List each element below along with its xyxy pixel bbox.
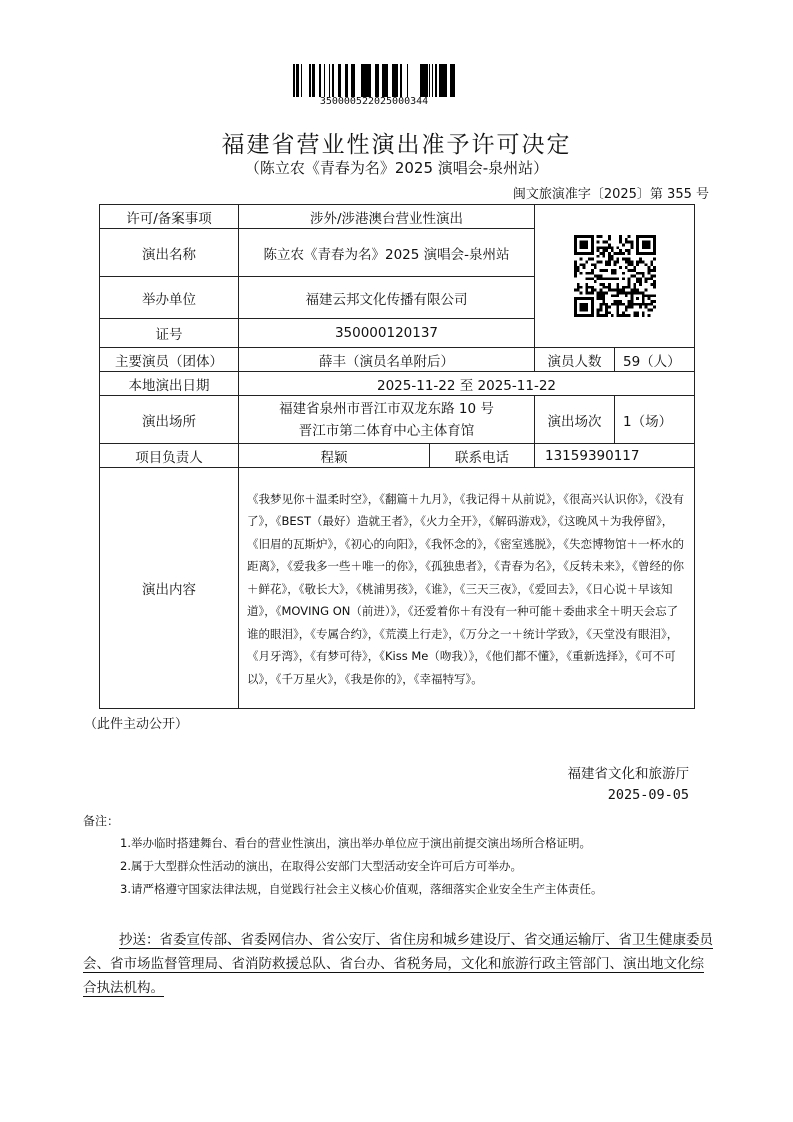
local-date-value: 2025-11-22 至 2025-11-22 [239,372,695,396]
main-performers-value: 薛丰（演员名单附后） [239,348,535,372]
remark-item: 2.属于大型群众性活动的演出，在取得公安部门大型活动安全许可后方可举办。 [120,859,522,873]
remarks-title: 备注： [83,814,120,828]
organizer-label: 举办单位 [100,277,239,319]
content-label: 演出内容 [100,468,239,709]
license-number-label: 证号 [100,319,239,348]
remark-item: 3.请严格遵守国家法律法规，自觉践行社会主义核心价值观，落细落实企业安全生产主体责任。 [120,882,603,896]
venue-label: 演出场所 [100,396,239,444]
local-date-label: 本地演出日期 [100,372,239,396]
organizer-value: 福建云邦文化传播有限公司 [239,277,535,319]
license-number-value: 350000120137 [239,319,535,348]
show-name-value: 陈立农《青春为名》2025 演唱会-泉州站 [239,229,535,277]
barcode [293,64,455,97]
qr-cell [535,205,695,348]
main-performers-label: 主要演员（团体） [100,348,239,372]
document-number: 闽文旅演准字〔2025〕第 355 号 [512,187,709,202]
sessions-label: 演出场次 [535,396,615,444]
performer-count-label: 演员人数 [535,348,615,372]
issuing-authority: 福建省文化和旅游厅 [567,766,689,782]
contact-phone-label: 联系电话 [430,444,535,468]
remark-item: 1.举办临时搭建舞台、看台的营业性演出，演出举办单位应于演出前提交演出场所合格证明。 [120,836,591,850]
document-subtitle: （陈立农《青春为名》2025 演唱会-泉州站） [244,159,549,177]
project-lead-value: 程颖 [239,444,430,468]
permit-table [99,204,695,709]
performer-count-value: 59（人） [615,348,695,372]
venue-value [239,396,535,444]
sessions-value: 1（场） [615,396,695,444]
contact-phone-value: 13159390117 [535,444,695,468]
permit-item-value: 涉外/涉港澳台营业性演出 [239,205,535,229]
project-lead-label: 项目负责人 [100,444,239,468]
document-title: 福建省营业性演出准予许可决定 [221,132,572,158]
venue-address: 福建省泉州市晋江市双龙东路 10 号 [279,400,494,417]
publicity-note: （此件主动公开） [84,717,189,732]
show-name-label: 演出名称 [100,229,239,277]
barcode-number: 350000522025000344 [319,96,429,107]
content-value: 《我梦见你＋温柔时空》，《翻篇＋九月》，《我记得＋从前说》，《很高兴认识你》，《没有了》，《BEST（最好）造就王者》，《火力全开》，《解码游戏》，《这晚风＋为我停留》，《旧眉的瓦斯炉》，《初心的向阳》，《我怀念的》，《密室逃脱》，《失恋博物馆＋一杯水的距离》，《爱我多一些＋唯一的你》，《孤独患者》，《青春为名》，《反转未来》，《曾经的你＋鲜花》，《敬长大》，《桃浦男孩》，《谁》，《三天三夜》，《爱回去》，《日心说＋早该知道》，《MOVING ON（前进）》，《还爱着你＋有没有一种可能＋委曲求全＋明天会忘了谁的眼泪》，《专属合约》，《荒漠上行走》，《万分之一＋统计学致》，《天堂没有眼泪》，《月牙湾》，《有梦可待》，《Kiss Me（吻我）》，《他们都不懂》，《重新选择》，《可不可以》，《千万星火》，《我是你的》，《幸福特写》。 [239,468,695,709]
permit-item-label: 许可/备案事项 [100,205,239,229]
issue-date: 2025-09-05 [607,787,689,803]
cc-recipients: 抄送：省委宣传部、省委网信办、省公安厅、省住房和城乡建设厅、省交通运输厅、省卫生健康委员会、省市场监督管理局、省消防救援总队、省台办、省税务局，文化和旅游行政主管部门、演出地文化综合执法机构。 [83,932,713,996]
venue-name: 晋江市第二体育中心主体育馆 [298,422,475,439]
qr-code [574,235,656,317]
